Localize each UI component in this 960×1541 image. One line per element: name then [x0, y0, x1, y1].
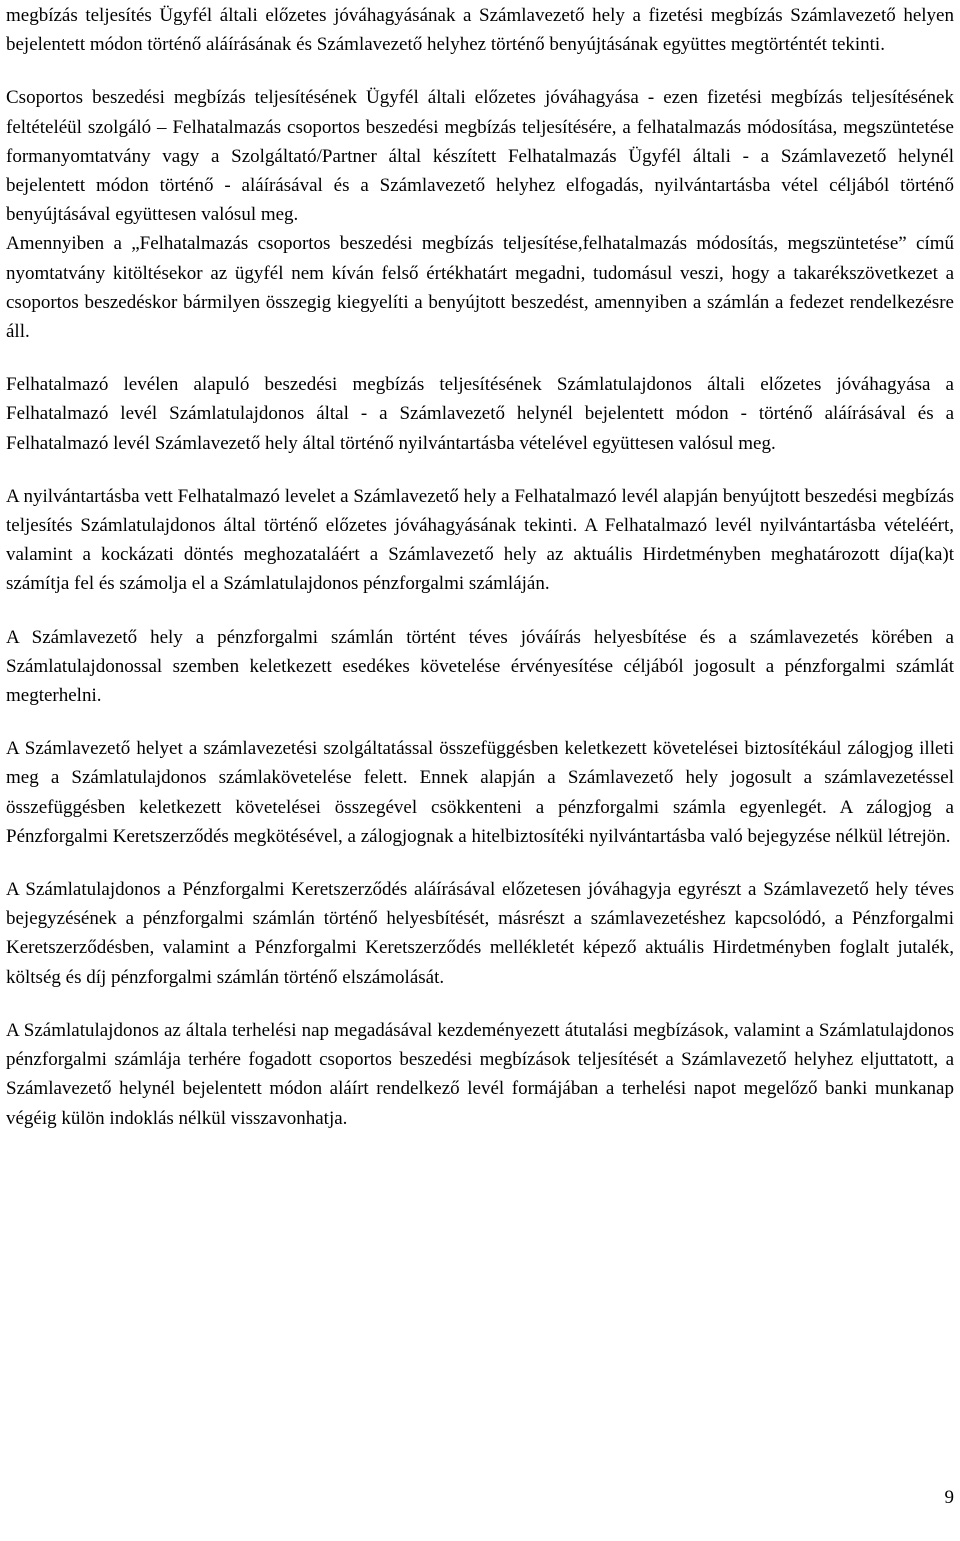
paragraph-2: Csoportos beszedési megbízás teljesítésének Ügyfél általi előzetes jóváhagyása - ezen fizetési megbízás teljesítésének feltételéül szolgáló – Felhatalmazás csoportos beszedési megbízás teljesítésére, a felhatalmazás módosítása, megszüntetése formanyomtatvány vagy a Szolgáltató/Partner által készített Felhatalmazás Ügyfél általi - a Számlavezető helynél bejelentett módon történő - aláírásával és a Számlavezető helyhez elfogadás, nyilvántartásba vétel céljából történő benyújtásával együttesen valósul meg.	[6, 87, 954, 226]
paragraph-1: megbízás teljesítés Ügyfél általi előzetes jóváhagyásának a Számlavezető hely a fizetési megbízás Számlavezető helyen bejelentett módon történő aláírásának és Számlavezető helyhez történő benyújtásának együttes megtörténtét tekinti.	[6, 5, 954, 56]
paragraph-9: A Számlatulajdonos az általa terhelési nap megadásával kezdeményezett átutalási megbízások, valamint a Számlatulajdonos pénzforgalmi számlája terhére fogadott csoportos beszedési megbízások teljesítését a Számlavezető helyhez eljuttatott, a Számlavezető helynél bejelentett módon aláírt rendelkező levél formájában a terhelési napot megelőző banki munkanap végéig külön indoklás nélkül visszavonhatja.	[6, 1019, 954, 1129]
paragraph-4: Felhatalmazó levélen alapuló beszedési megbízás teljesítésének Számlatulajdonos általi előzetes jóváhagyása a Felhatalmazó levél Számlatulajdonos által - a Számlavezető helynél bejelentett módon - történő aláírásával és a Felhatalmazó levél Számlavezető hely által történő nyilvántartásba vételével együttesen valósul meg.	[6, 374, 954, 454]
paragraph-7: A Számlavezető helyet a számlavezetési szolgáltatással összefüggésben keletkezett követelései biztosítékául zálogjog illeti meg a Számlatulajdonos számlakövetelése felett. Ennek alapján a Számlavezető hely jogosult a számlavezetéssel összefüggésben keletkezett követelései összegével csökkenteni a pénzforgalmi számla egyenlegét. A zálogjog a Pénzforgalmi Keretszerződés megkötésével, a zálogjognak a hitelbiztosítéki nyilvántartásba való bejegyzése nélkül létrejön.	[6, 738, 954, 847]
page-number: 9	[944, 1487, 954, 1508]
document-page	[6, 0, 954, 1133]
paragraph-6: A Számlavezető hely a pénzforgalmi számlán történt téves jóváírás helyesbítése és a számlavezetés körében a Számlatulajdonossal szemben keletkezett esedékes követelése érvényesítése céljából jogosult a pénzforgalmi számlát megterhelni.	[6, 626, 954, 707]
paragraph-5: A nyilvántartásba vett Felhatalmazó levelet a Számlavezető hely a Felhatalmazó levél alapján benyújtott beszedési megbízás teljesítés Számlatulajdonos által történő előzetes jóváhagyásának tekinti. A Felhatalmazó levél nyilvántartásba vételéért, valamint a kockázati döntés meghozataláért a Számlavezető hely az aktuális Hirdetményben meghatározott díja(ka)t számítja fel és számolja el a Számlatulajdonos pénzforgalmi számláján.	[6, 485, 954, 595]
paragraph-8: A Számlatulajdonos a Pénzforgalmi Keretszerződés aláírásával előzetesen jóváhagyja egyrészt a Számlavezető hely téves bejegyzésének a pénzforgalmi számlán történő helyesbítését, másrészt a számlavezetéshez kapcsolódó, a Pénzforgalmi Keretszerződésben, valamint a Pénzforgalmi Keretszerződés mellékletét képező aktuális Hirdetményben foglalt jutalék, költség és díj pénzforgalmi számlán történő elszámolását.	[6, 879, 954, 988]
paragraph-3: Amennyiben a „Felhatalmazás csoportos beszedési megbízás teljesítése,felhatalmazás módosítás, megszüntetése” című nyomtatvány kitöltésekor az ügyfél nem kíván felső értékhatárt megadni, tudomásul veszi, hogy a takarékszövetkezet a csoportos beszedéskor bármilyen összegig kiegyelíti a benyújtott beszedést, amennyiben a számlán a fedezet rendelkezésre áll.	[6, 233, 954, 343]
